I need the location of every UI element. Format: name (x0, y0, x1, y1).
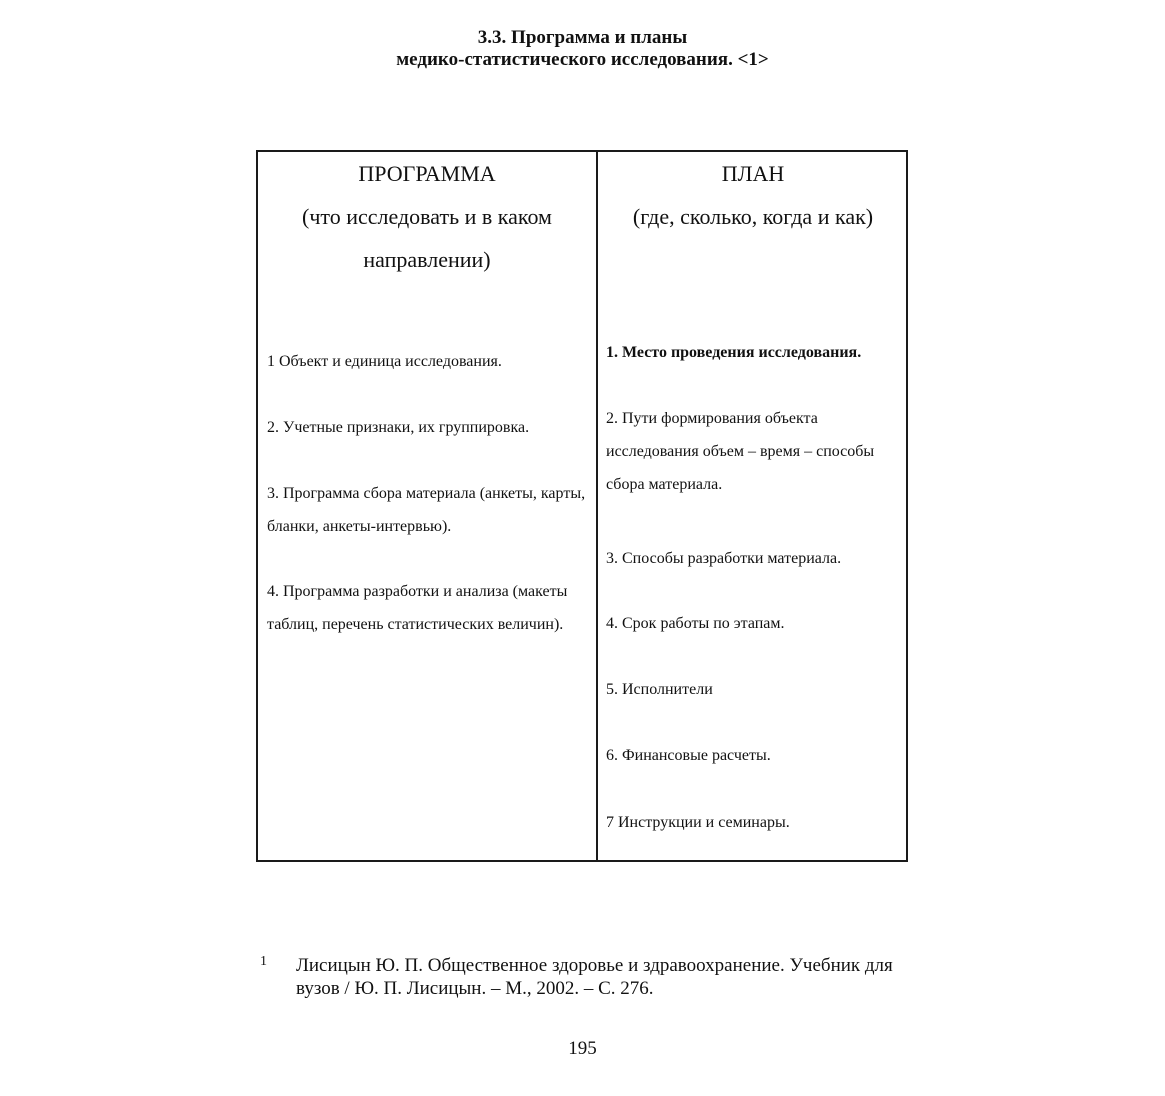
page-subtitle: медико-статистического исследования. <1> (396, 49, 769, 70)
footnote-text: Лисицын Ю. П. Общественное здоровье и здравоохранение. Учебник для вузов / Ю. П. Лисицын. – М., 2002. – С. 276. (296, 955, 893, 999)
column-divider (596, 152, 598, 860)
page-title: 3.3. Программа и планы (477, 27, 688, 48)
plan-item-2: 2. Пути формирования объекта исследования объем – время – способы сбора материала. (606, 410, 875, 493)
plan-item-7: 7 Инструкции и семинары. (606, 814, 790, 831)
program-item-4: 4. Программа разработки и анализа (макеты таблиц, перечень статистических величин). (267, 583, 568, 633)
program-subtitle: (что исследовать и в каком направлении) (302, 204, 552, 272)
program-item-1: 1 Объект и единица исследования. (267, 353, 502, 370)
program-plan-table (256, 150, 908, 862)
program-title: ПРОГРАММА (358, 161, 496, 186)
program-item-2: 2. Учетные признаки, их группировка. (267, 419, 530, 436)
plan-item-6: 6. Финансовые расчеты. (606, 747, 771, 764)
plan-column-header (598, 152, 908, 238)
plan-item-3: 3. Способы разработки материала. (606, 550, 842, 567)
page-number: 195 (568, 1038, 597, 1059)
program-column-header (258, 152, 596, 281)
plan-subtitle: (где, сколько, когда и как) (632, 204, 874, 229)
plan-item-1: 1. Место проведения исследования. (606, 344, 862, 361)
plan-item-4: 4. Срок работы по этапам. (606, 615, 785, 632)
plan-item-5: 5. Исполнители (606, 681, 713, 698)
plan-title: ПЛАН (721, 161, 785, 186)
program-item-3: 3. Программа сбора материала (анкеты, карты, бланки, анкеты-интервью). (267, 485, 586, 535)
footnote-mark: 1 (260, 954, 267, 969)
